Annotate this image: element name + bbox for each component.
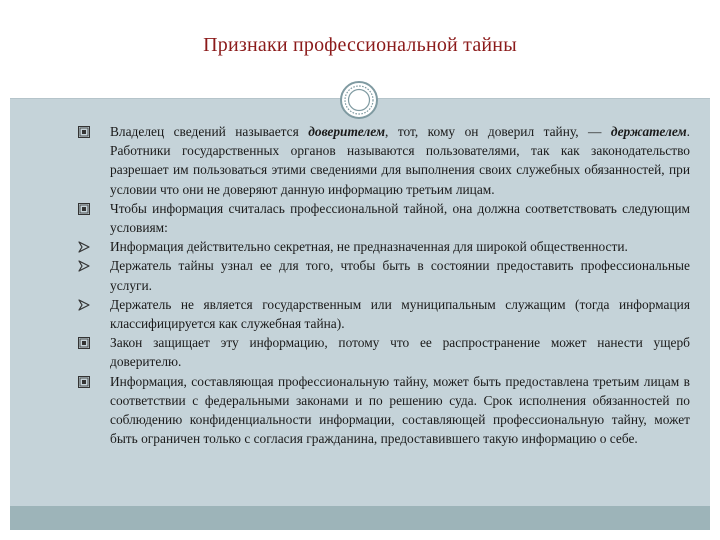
- checkbox-bullet-icon: [78, 203, 90, 215]
- text-segment: Закон защищает эту информацию, потому что ее распространение может нанести ущерб доверителю.: [110, 335, 690, 370]
- checkbox-bullet-icon: [78, 376, 90, 388]
- list-item-text: [110, 295, 690, 333]
- list-item-text: [110, 199, 690, 237]
- list-item-text: [110, 333, 690, 371]
- list-item: [70, 122, 690, 199]
- text-segment: Держатель не является государственным или муниципальным служащим (тогда информация классифицируется как служебная тайна).: [110, 296, 690, 332]
- list-item-text: [110, 256, 690, 294]
- text-segment: Чтобы информация считалась профессиональной тайной, она должна соответствовать следующим условиям:: [110, 200, 690, 236]
- text-segment: Держатель тайны узнал ее для того, чтобы быть в состоянии предоставить профессиональные услуги.: [110, 258, 690, 293]
- footer-bar: [10, 506, 710, 530]
- list-item: [70, 256, 690, 294]
- arrow-bullet-icon: [78, 241, 90, 253]
- list-item-text: [110, 237, 690, 256]
- slide-title: Признаки профессиональной тайны: [203, 34, 517, 56]
- bullet-list: [70, 122, 690, 448]
- text-segment: , тот, кому он доверил тайну, —: [385, 124, 611, 139]
- list-item-text: [110, 122, 690, 199]
- list-item: [70, 199, 690, 237]
- list-item: [70, 237, 690, 256]
- circle-ornament-icon: [340, 81, 378, 119]
- list-item: [70, 333, 690, 371]
- emphasized-term: доверителем: [308, 124, 386, 139]
- text-segment: Информация, составляющая профессиональную тайну, может быть предоставлена третьим лицам в соответствии с федеральными законами и по решению суда. Срок исполнения обязанностей по соблюдению конфиденциальности информации, составляющей профессиональную тайну, может быть ограничен только с согласия гражданина, предоставившего такую информацию о себе.: [110, 373, 690, 447]
- checkbox-bullet-icon: [78, 337, 90, 349]
- checkbox-bullet-icon: [78, 126, 90, 138]
- arrow-bullet-icon: [78, 260, 90, 272]
- arrow-bullet-icon: [78, 299, 90, 311]
- list-item: [70, 295, 690, 333]
- text-segment: . Работники государственных органов называются пользователями, так как законодательство разрешает им пользоваться этими сведениями для выполнения своих служебных обязанностей, при условии что они не доверяют данную информацию третьим лицам.: [110, 124, 691, 197]
- list-item-text: [110, 372, 690, 449]
- list-item: [70, 372, 690, 449]
- text-segment: Информация действительно секретная, не предназначенная для широкой общественности.: [110, 239, 628, 255]
- text-segment: Владелец сведений называется: [110, 124, 309, 139]
- emphasized-term: держателем: [610, 124, 687, 139]
